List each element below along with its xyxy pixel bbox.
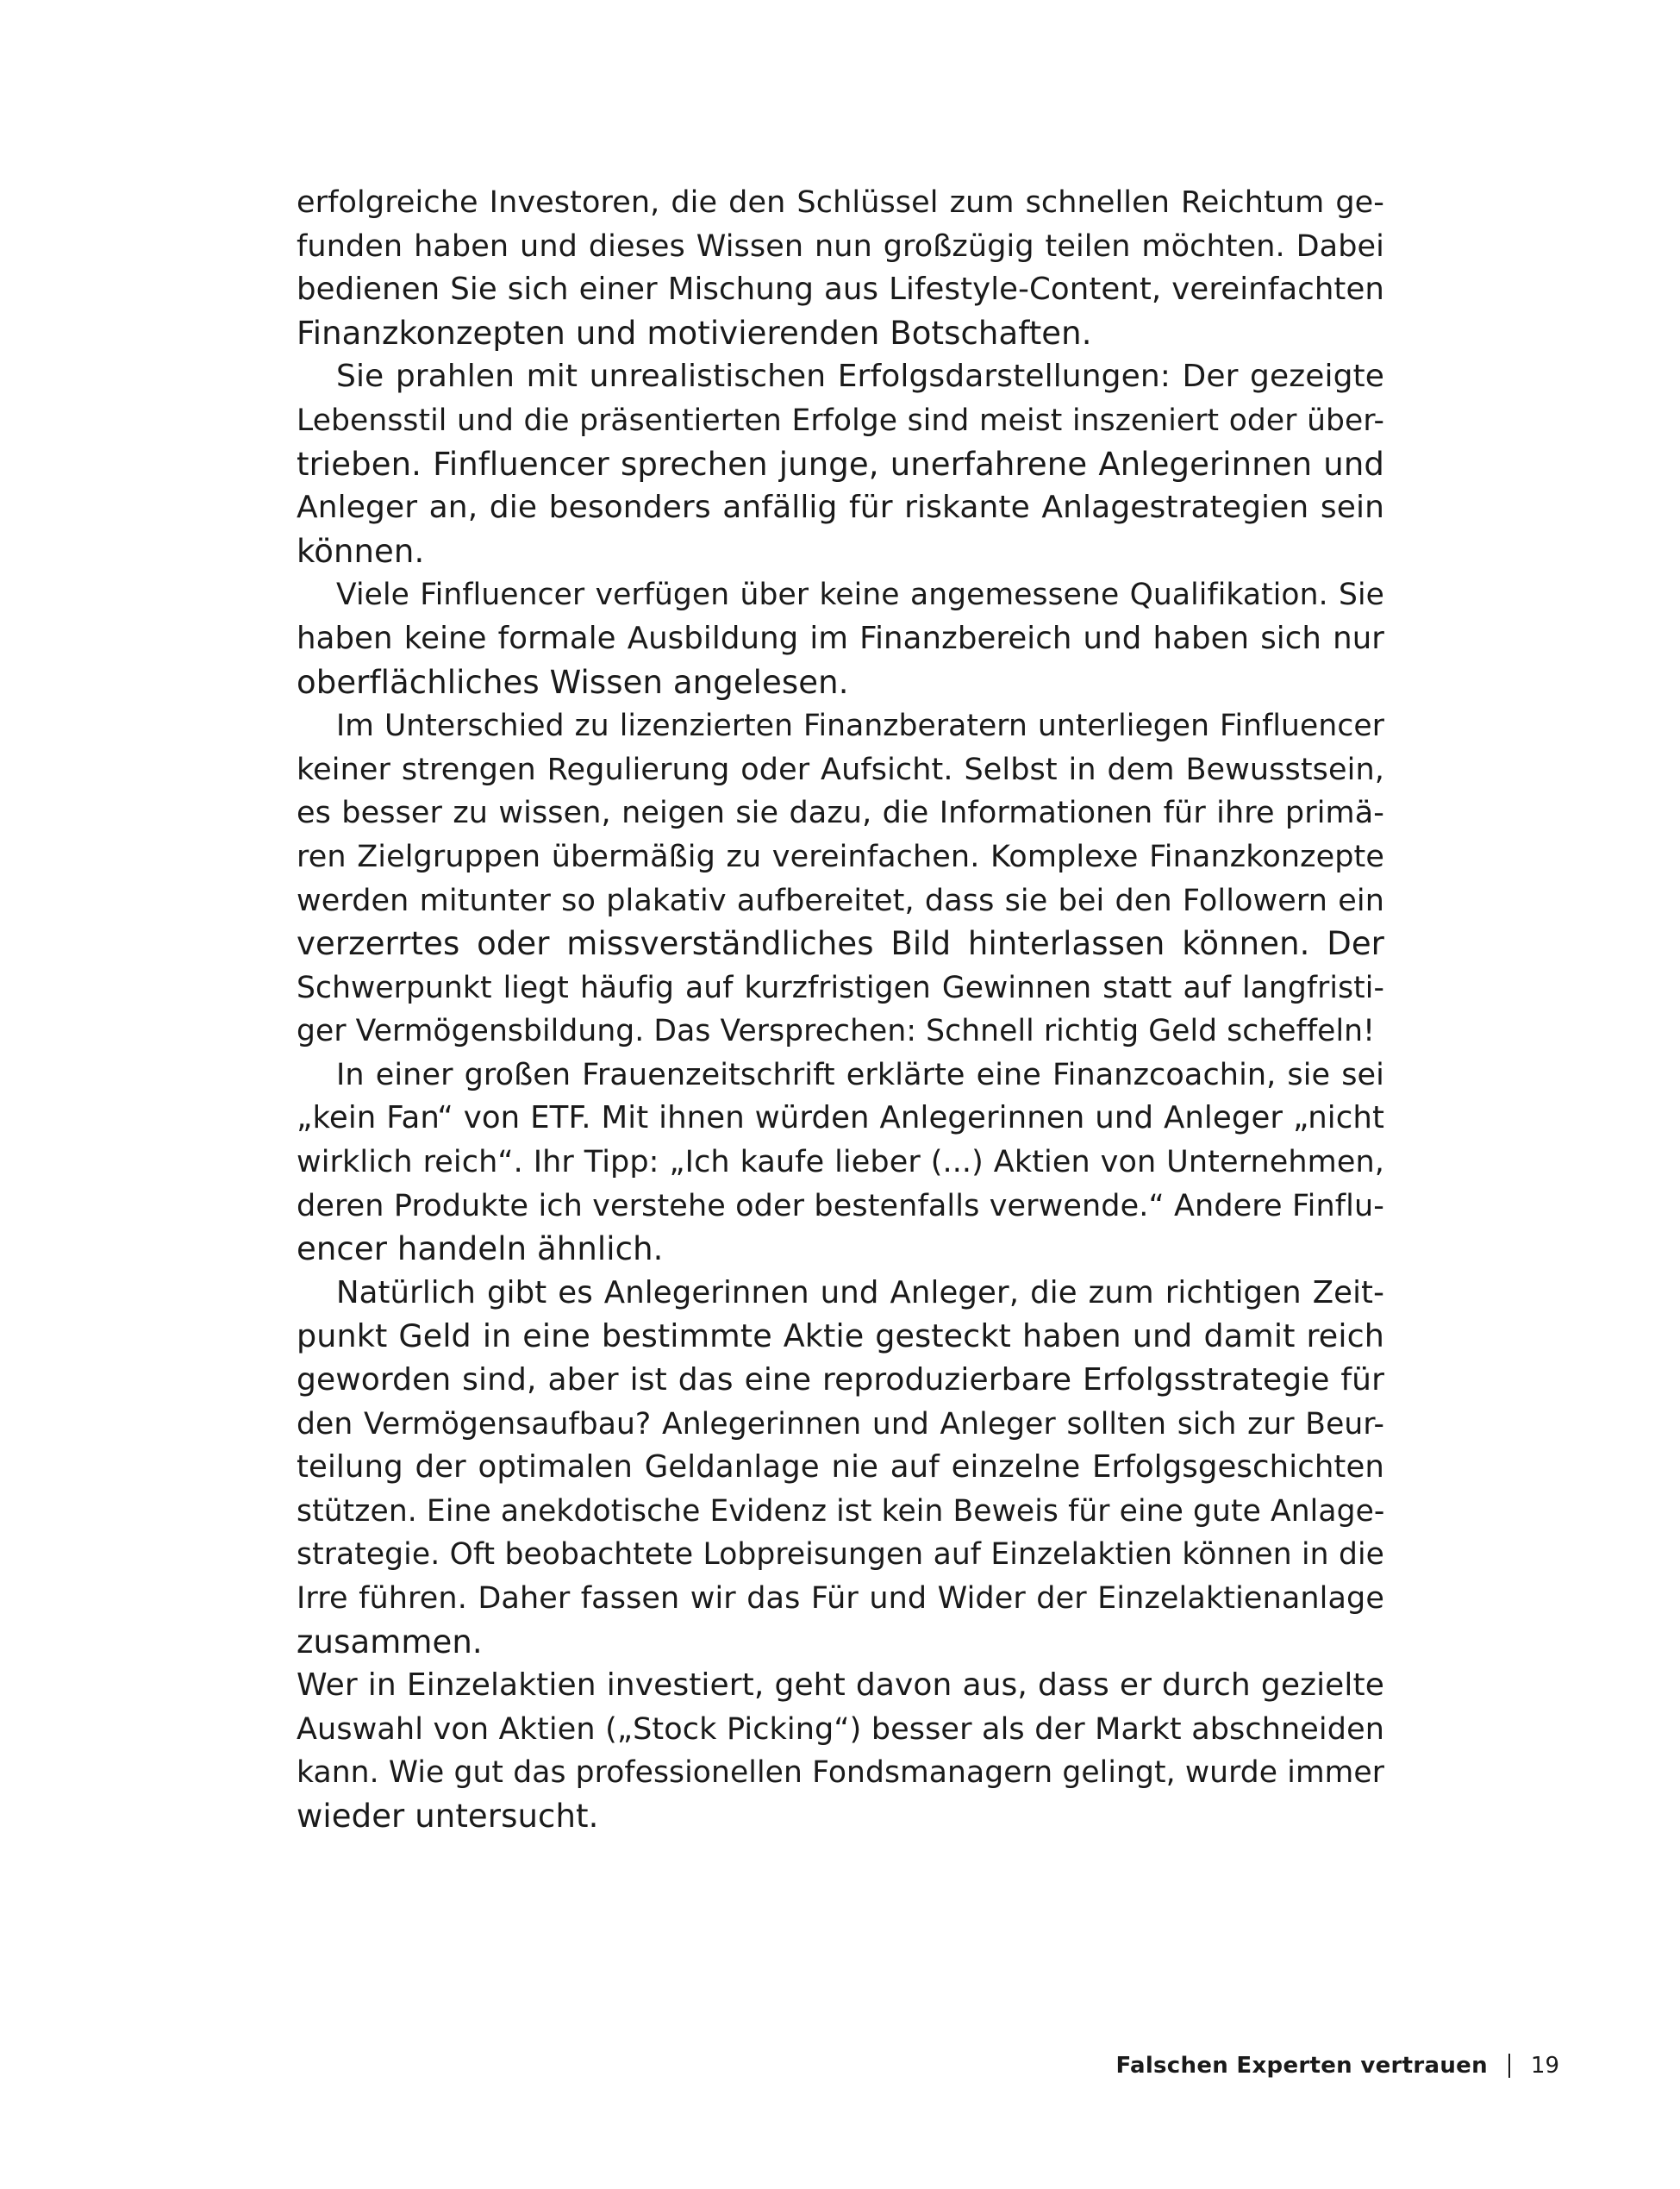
- text-line: encer handeln ähnlich.: [297, 1230, 664, 1268]
- paragraph-3: [297, 573, 1384, 704]
- text-line: oberflächliches Wissen angelesen.: [297, 663, 849, 701]
- text-line: Viele Finfluencer verfügen über keine angemessene Qualifikation. Sie: [336, 578, 1384, 613]
- text-line: keiner strengen Regulierung oder Aufsicht. Selbst in dem Bewusstsein,: [297, 752, 1384, 787]
- text-line: stützen. Eine anekdotische Evidenz ist kein Beweis für eine gute Anlage-: [297, 1493, 1385, 1529]
- page-number: 19: [1530, 2053, 1559, 2079]
- text-line: Natürlich gibt es Anlegerinnen und Anleger, die zum richtigen Zeit-: [336, 1274, 1384, 1310]
- text-line: wirklich reich“. Ihr Tipp: „Ich kaufe lieber (...) Aktien von Unternehmen,: [297, 1145, 1384, 1180]
- text-line: verzerrtes oder missverständliches Bild hinterlassen können. Der: [297, 925, 1384, 963]
- text-line: Schwerpunkt liegt häufig auf kurzfristigen Gewinnen statt auf langfristi-: [297, 970, 1384, 1005]
- text-line: bedienen Sie sich einer Mischung aus Lifestyle-Content, vereinfachten: [297, 272, 1384, 308]
- running-head-chapter-title: Falschen Experten vertrauen: [1115, 2053, 1488, 2079]
- text-line: den Vermögensaufbau? Anlegerinnen und Anleger sollten sich zur Beur-: [297, 1406, 1384, 1442]
- page-body: [297, 181, 1384, 1839]
- text-line: Auswahl von Aktien („Stock Picking“) besser als der Markt abschneiden: [297, 1711, 1384, 1747]
- text-line: erfolgreiche Investoren, die den Schlüssel zum schnellen Reichtum ge-: [297, 185, 1384, 220]
- text-line: Irre führen. Daher fassen wir das Für und Wider der Einzelaktienanlage: [297, 1581, 1384, 1616]
- paragraph-7: [297, 1664, 1384, 1838]
- text-line: ren Zielgruppen übermäßig zu vereinfachen. Komplexe Finanzkonzepte: [297, 839, 1384, 874]
- paragraph-4: [297, 704, 1384, 1054]
- text-line: Im Unterschied zu lizenzierten Finanzberatern unterliegen Finfluencer: [336, 709, 1384, 744]
- text-line: strategie. Oft beobachtete Lobpreisungen auf Einzelaktien können in die: [297, 1537, 1384, 1573]
- text-line: punkt Geld in eine bestimmte Aktie gesteckt haben und damit reich: [297, 1317, 1384, 1355]
- paragraph-5: [297, 1054, 1384, 1272]
- text-line: haben keine formale Ausbildung im Finanzbereich und haben sich nur: [297, 620, 1384, 656]
- text-line: deren Produkte ich verstehe oder bestenfalls verwende.“ Andere Finflu-: [297, 1188, 1384, 1223]
- text-line: Sie prahlen mit unrealistischen Erfolgsdarstellungen: Der gezeigte: [336, 359, 1384, 395]
- paragraph-1: [297, 181, 1384, 355]
- text-line: geworden sind, aber ist das eine reproduzierbare Erfolgsstrategie für: [297, 1362, 1384, 1398]
- text-line: Finanzkonzepten und motivierenden Botschaften.: [297, 314, 1092, 352]
- text-line: zusammen.: [297, 1623, 483, 1661]
- paragraph-2: [297, 355, 1384, 573]
- text-line: werden mitunter so plakativ aufbereitet, dass sie bei den Followern ein: [297, 883, 1384, 918]
- paragraph-6: [297, 1272, 1384, 1664]
- text-line: Wer in Einzelaktien investiert, geht davon aus, dass er durch gezielte: [297, 1667, 1384, 1704]
- text-line: wieder untersucht.: [297, 1797, 599, 1835]
- text-line: teilung der optimalen Geldanlage nie auf einzelne Erfolgsgeschichten: [297, 1449, 1384, 1485]
- text-line: Anleger an, die besonders anfällig für riskante Anlagestrategien sein: [297, 490, 1384, 526]
- text-line: Lebensstil und die präsentierten Erfolge sind meist inszeniert oder über-: [297, 403, 1384, 438]
- text-line: trieben. Finfluencer sprechen junge, unerfahrene Anlegerinnen und: [297, 445, 1384, 483]
- text-line: In einer großen Frauenzeitschrift erklärte eine Finanzcoachin, sie sei: [336, 1057, 1384, 1092]
- text-line: können.: [297, 532, 425, 570]
- text-line: es besser zu wissen, neigen sie dazu, die Informationen für ihre primä-: [297, 796, 1384, 831]
- page-footer: [1115, 2048, 1559, 2083]
- text-line: funden haben und dieses Wissen nun großzügig teilen möchten. Dabei: [297, 228, 1384, 264]
- text-line: kann. Wie gut das professionellen Fondsmanagern gelingt, wurde immer: [297, 1755, 1384, 1791]
- text-line: ger Vermögensbildung. Das Versprechen: Schnell richtig Geld scheffeln!: [297, 1014, 1376, 1049]
- footer-divider: [1508, 2054, 1510, 2078]
- text-line: „kein Fan“ von ETF. Mit ihnen würden Anlegerinnen und Anleger „nicht: [297, 1100, 1384, 1136]
